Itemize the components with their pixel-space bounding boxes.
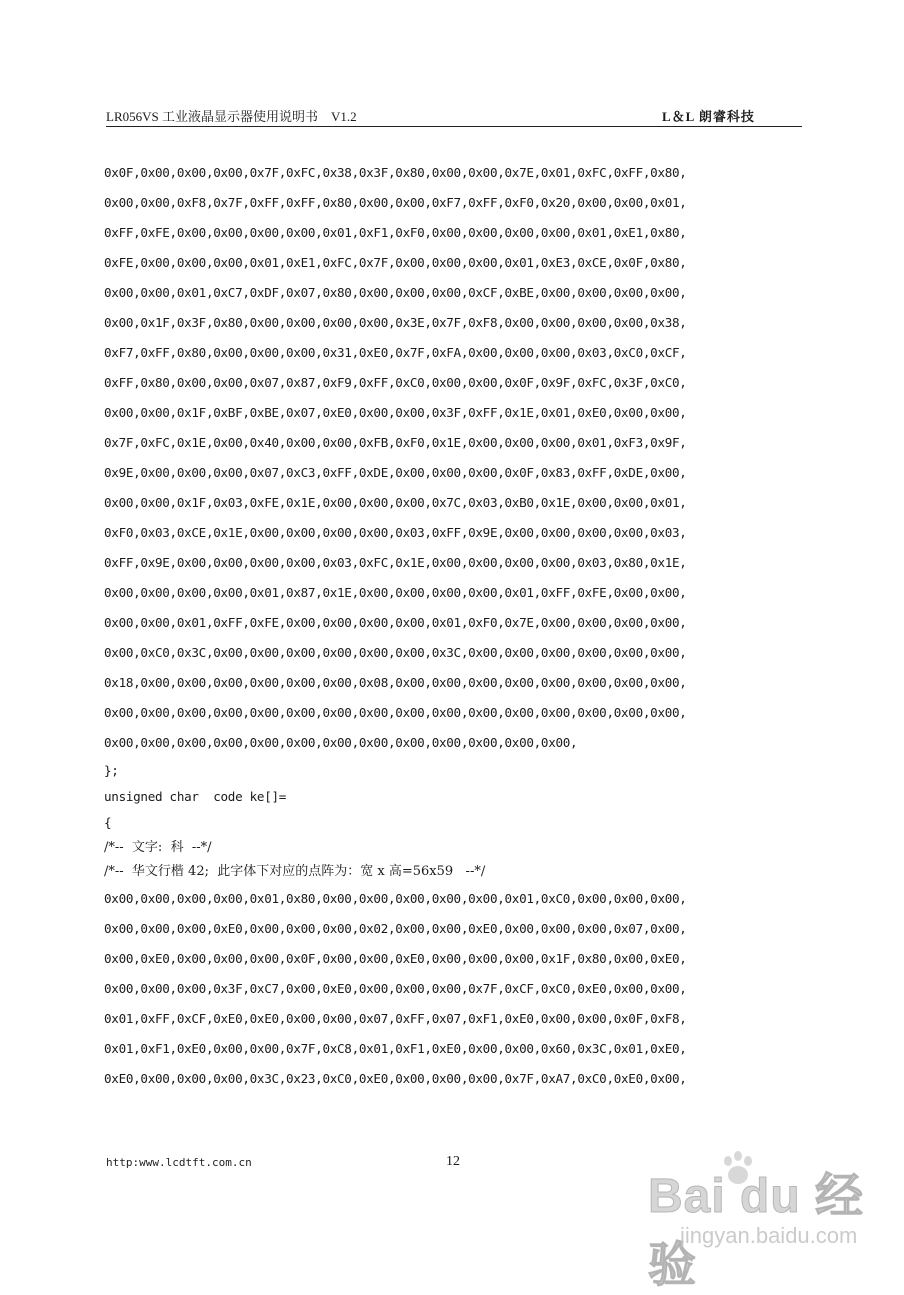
close-brace: }; [104,763,119,778]
code-listing [104,158,804,1094]
code-line: 0x00,0x00,0xF8,0x7F,0xFF,0xFF,0x80,0x00,0x00,0xF7,0xFF,0xF0,0x20,0x00,0x00,0x01, [104,195,687,210]
code-line: 0x00,0xE0,0x00,0x00,0x00,0x0F,0x00,0x00,0xE0,0x00,0x00,0x00,0x1F,0x80,0x00,0xE0, [104,951,687,966]
code-line: 0xFF,0x80,0x00,0x00,0x07,0x87,0xF9,0xFF,0xC0,0x00,0x00,0x0F,0x9F,0xFC,0x3F,0xC0, [104,375,687,390]
code-line: 0x00,0x00,0x00,0x00,0x00,0x00,0x00,0x00,0x00,0x00,0x00,0x00,0x00,0x00,0x00,0x00, [104,705,687,720]
page-header [106,106,802,127]
code-line: 0xFF,0x9E,0x00,0x00,0x00,0x00,0x03,0xFC,0x1E,0x00,0x00,0x00,0x00,0x03,0x80,0x1E, [104,555,687,570]
comment-font-info: /*-- 华文行楷 42; 此字体下对应的点阵为：宽 x 高=56x59 --*/ [104,864,486,879]
code-line: 0x00,0x1F,0x3F,0x80,0x00,0x00,0x00,0x00,0x3E,0x7F,0xF8,0x00,0x00,0x00,0x00,0x38, [104,315,687,330]
code-line: 0x0F,0x00,0x00,0x00,0x7F,0xFC,0x38,0x3F,0x80,0x00,0x00,0x7E,0x01,0xFC,0xFF,0x80, [104,165,687,180]
code-line: 0x9E,0x00,0x00,0x00,0x07,0xC3,0xFF,0xDE,0x00,0x00,0x00,0x0F,0x83,0xFF,0xDE,0x00, [104,465,687,480]
page-number: 12 [446,1154,460,1169]
code-line: 0x00,0x00,0x01,0xC7,0xDF,0x07,0x80,0x00,0x00,0x00,0xCF,0xBE,0x00,0x00,0x00,0x00, [104,285,687,300]
document-title: LR056VS 工业液晶显示器使用说明书 V1.2 [106,109,357,124]
watermark-site: jingyan.baidu.com [680,1223,858,1248]
code-line: 0xF7,0xFF,0x80,0x00,0x00,0x00,0x31,0xE0,0x7F,0xFA,0x00,0x00,0x00,0x03,0xC0,0xCF, [104,345,687,360]
code-line: 0x01,0xFF,0xCF,0xE0,0xE0,0x00,0x00,0x07,0xFF,0x07,0xF1,0xE0,0x00,0x00,0x0F,0xF8, [104,1011,687,1026]
code-line: 0x00,0xC0,0x3C,0x00,0x00,0x00,0x00,0x00,0x00,0x3C,0x00,0x00,0x00,0x00,0x00,0x00, [104,645,687,660]
array-declaration: unsigned char code ke[]= [104,789,287,804]
code-line: 0x00,0x00,0x00,0x3F,0xC7,0x00,0xE0,0x00,0x00,0x00,0x7F,0xCF,0xC0,0xE0,0x00,0x00, [104,981,687,996]
code-line: 0x00,0x00,0x00,0x00,0x01,0x80,0x00,0x00,0x00,0x00,0x00,0x01,0xC0,0x00,0x00,0x00, [104,891,687,906]
watermark-brand: Bai du 经验 [648,1170,865,1292]
code-line: 0x7F,0xFC,0x1E,0x00,0x40,0x00,0x00,0xFB,0xF0,0x1E,0x00,0x00,0x00,0x01,0xF3,0x9F, [104,435,687,450]
baidu-watermark [640,1145,890,1292]
code-line: 0x00,0x00,0x00,0xE0,0x00,0x00,0x00,0x02,0x00,0x00,0xE0,0x00,0x00,0x00,0x07,0x00, [104,921,687,936]
code-line: 0x01,0xF1,0xE0,0x00,0x00,0x7F,0xC8,0x01,0xF1,0xE0,0x00,0x00,0x60,0x3C,0x01,0xE0, [104,1041,687,1056]
code-line: 0x00,0x00,0x00,0x00,0x01,0x87,0x1E,0x00,0x00,0x00,0x00,0x01,0xFF,0xFE,0x00,0x00, [104,585,687,600]
footer-url: http:www.lcdtft.com.cn [106,1156,252,1169]
code-line: 0xF0,0x03,0xCE,0x1E,0x00,0x00,0x00,0x00,0x03,0xFF,0x9E,0x00,0x00,0x00,0x00,0x03, [104,525,687,540]
code-line: 0x00,0x00,0x1F,0xBF,0xBE,0x07,0xE0,0x00,0x00,0x3F,0xFF,0x1E,0x01,0xE0,0x00,0x00, [104,405,687,420]
code-line: 0x18,0x00,0x00,0x00,0x00,0x00,0x00,0x08,0x00,0x00,0x00,0x00,0x00,0x00,0x00,0x00, [104,675,687,690]
code-line: 0xFE,0x00,0x00,0x00,0x01,0xE1,0xFC,0x7F,0x00,0x00,0x00,0x01,0xE3,0xCE,0x0F,0x80, [104,255,687,270]
open-brace: { [104,815,112,830]
code-line: 0x00,0x00,0x00,0x00,0x00,0x00,0x00,0x00,0x00,0x00,0x00,0x00,0x00, [104,735,578,750]
code-line: 0xFF,0xFE,0x00,0x00,0x00,0x00,0x01,0xF1,0xF0,0x00,0x00,0x00,0x00,0x01,0xE1,0x80, [104,225,687,240]
code-line: 0x00,0x00,0x1F,0x03,0xFE,0x1E,0x00,0x00,0x00,0x7C,0x03,0xB0,0x1E,0x00,0x00,0x01, [104,495,687,510]
code-line: 0x00,0x00,0x01,0xFF,0xFE,0x00,0x00,0x00,0x00,0x01,0xF0,0x7E,0x00,0x00,0x00,0x00, [104,615,687,630]
comment-character: /*-- 文字: 科 --*/ [104,840,212,855]
code-line: 0xE0,0x00,0x00,0x00,0x3C,0x23,0xC0,0xE0,0x00,0x00,0x00,0x7F,0xA7,0xC0,0xE0,0x00, [104,1071,687,1086]
company-name: L＆L 朗睿科技 [662,109,755,124]
